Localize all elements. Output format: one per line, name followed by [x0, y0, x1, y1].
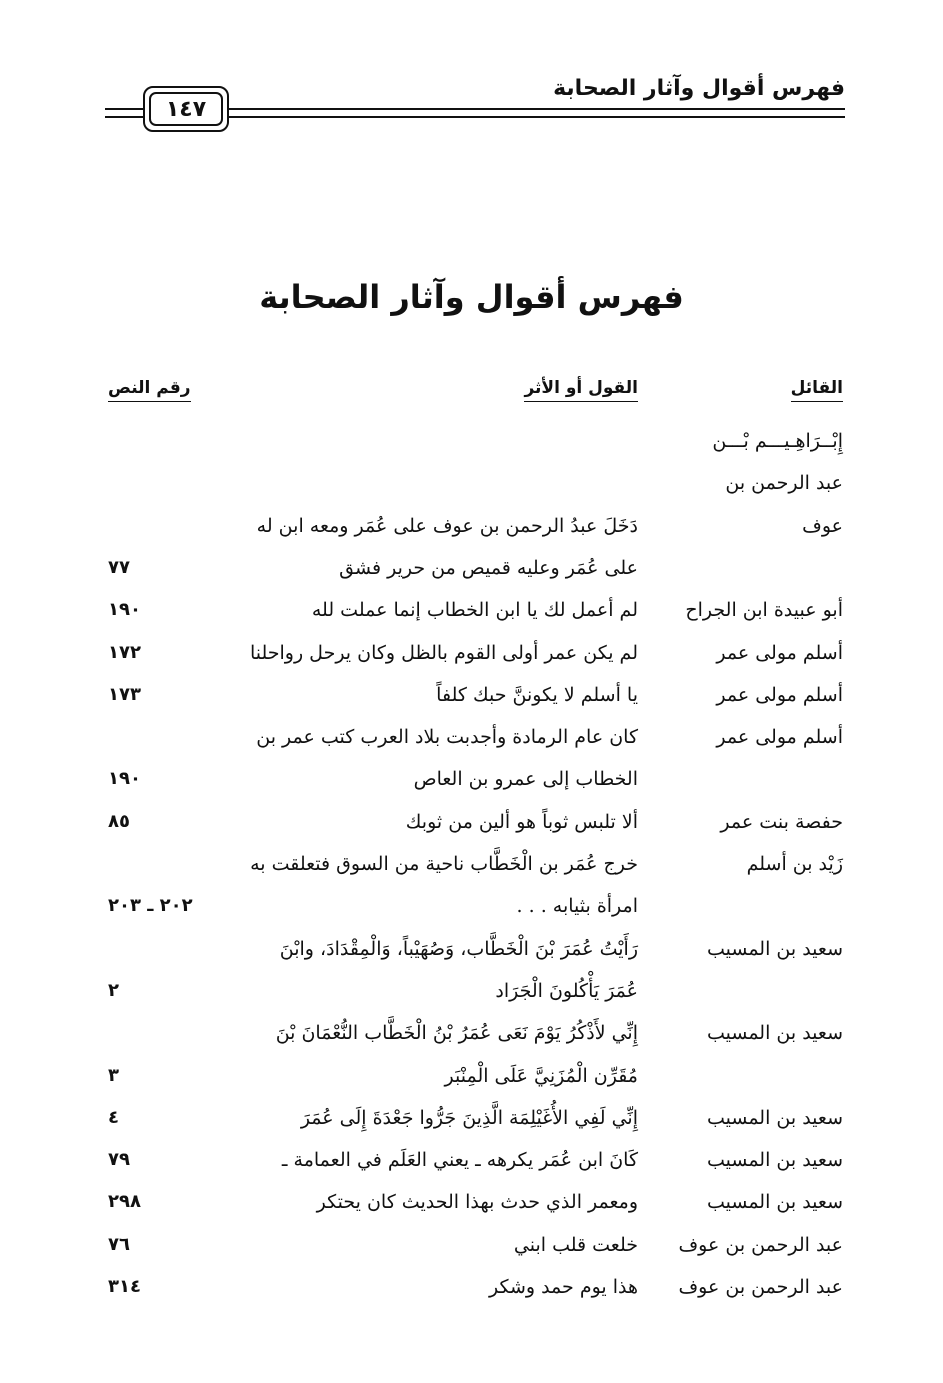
quote-text: إِنِّي لَفِي الأُغَيْلِمَة الَّذِينَ جَرُّوا جَعْدَةَ إِلَى عُمَرَ: [300, 1106, 638, 1129]
speaker-text: سعيد بن المسيب: [706, 1149, 843, 1172]
speaker-text: أبو عبيدة ابن الجراح: [685, 599, 843, 622]
page-number-box: [143, 86, 229, 132]
speaker-text: زَيْد بن أسلم: [746, 853, 843, 875]
page-number: ١٤٧: [149, 92, 223, 126]
text-number: ١٧٣: [108, 683, 141, 705]
running-title: فهرس أقوال وآثار الصحابة: [553, 76, 845, 101]
quote-text: خرج عُمَر بن الْخَطَّاب ناحية من السوق فتعلقت به: [250, 853, 638, 875]
text-number: ١٩٠: [108, 599, 141, 621]
quote-text: هذا يوم حمد وشكر: [488, 1276, 638, 1298]
column-header-quote: القول أو الأثر: [524, 378, 638, 402]
quote-text: على عُمَر وعليه قميص من حرير فشق: [339, 556, 638, 579]
quote-text: إِنِّي لأَذْكُرُ يَوْمَ نَعَى عُمَرُ بْنُ الْخَطَّاب النُّعْمَانَ بْنَ: [275, 1022, 638, 1045]
quote-text: لم يكن عمر أولى القوم بالظل وكان يرحل رواحلنا: [249, 641, 638, 664]
speaker-text: إِبْــرَاهِـيـــم بْـــن: [712, 430, 843, 452]
quote-text: خلعت قلب ابني: [513, 1233, 638, 1256]
text-number: ٣: [108, 1064, 119, 1086]
text-number: ٢: [108, 979, 119, 1001]
speaker-text: سعيد بن المسيب: [706, 1022, 843, 1045]
speaker-text: عبد الرحمن بن: [725, 472, 843, 495]
text-number: ٨٥: [108, 810, 130, 832]
text-number: ٧٩: [108, 1149, 130, 1171]
speaker-text: أسلم مولى عمر: [716, 641, 843, 664]
text-number: ٢٩٨: [108, 1191, 141, 1213]
quote-text: عُمَرَ يَأْكُلونَ الْجَرَاد: [495, 979, 638, 1002]
speaker-text: أسلم مولى عمر: [716, 683, 843, 706]
running-header: [105, 72, 845, 132]
quote-text: مُقَرِّن الْمُزَنِيَّ عَلَى الْمِنْبَر: [444, 1064, 638, 1087]
speaker-text: سعيد بن المسيب: [706, 937, 843, 960]
text-number: ١٩٠: [108, 768, 141, 790]
quote-text: ومعمر الذي حدث بهذا الحديث كان يحتكر: [316, 1191, 638, 1214]
text-number: ٤: [108, 1106, 119, 1128]
text-number: ٧٧: [108, 556, 130, 578]
text-number: ٣١٤: [108, 1276, 141, 1297]
column-header-speaker: القائل: [791, 378, 843, 402]
text-number: ١٧٢: [108, 641, 141, 663]
speaker-text: عوف: [802, 514, 843, 537]
quote-text: دَخَلَ عبدُ الرحمن بن عوف على عُمَر ومعه ابن له: [256, 514, 638, 537]
page-title: فهرس أقوال وآثار الصحابة: [259, 278, 684, 316]
quote-text: كَانَ ابن عُمَر يكرهه ـ يعني العَلَم في العمامة ـ: [281, 1149, 638, 1172]
quote-text: يا أسلم لا يكوننَّ حبك كلفاً: [436, 683, 638, 706]
quote-text: امرأة بثيابه . . .: [516, 895, 638, 918]
quote-text: لم أعمل لك يا ابن الخطاب إنما عملت لله: [311, 599, 638, 622]
text-number: ٧٦: [108, 1233, 130, 1255]
quote-text: كان عام الرمادة وأجدبت بلاد العرب كتب عمر بن: [256, 726, 638, 749]
column-header-number: رقم النص: [108, 378, 191, 402]
speaker-text: حفصة بنت عمر: [720, 810, 843, 833]
speaker-text: أسلم مولى عمر: [716, 726, 843, 749]
speaker-text: عبد الرحمن بن عوف: [678, 1276, 843, 1298]
quote-text: الخطاب إلى عمرو بن العاص: [413, 768, 638, 791]
quote-text: رَأَيْتُ عُمَرَ بْنَ الْخَطَّاب، وَصُهَيْباً، وَالْمِقْدَادَ، وابْنَ: [279, 937, 638, 960]
speaker-text: عبد الرحمن بن عوف: [678, 1233, 843, 1256]
speaker-text: سعيد بن المسيب: [706, 1106, 843, 1129]
speaker-text: سعيد بن المسيب: [706, 1191, 843, 1214]
text-number: ٢٠٢ ـ ٢٠٣: [108, 895, 193, 917]
quote-text: ألا تلبس ثوباً هو ألين من ثوبك: [405, 810, 638, 833]
